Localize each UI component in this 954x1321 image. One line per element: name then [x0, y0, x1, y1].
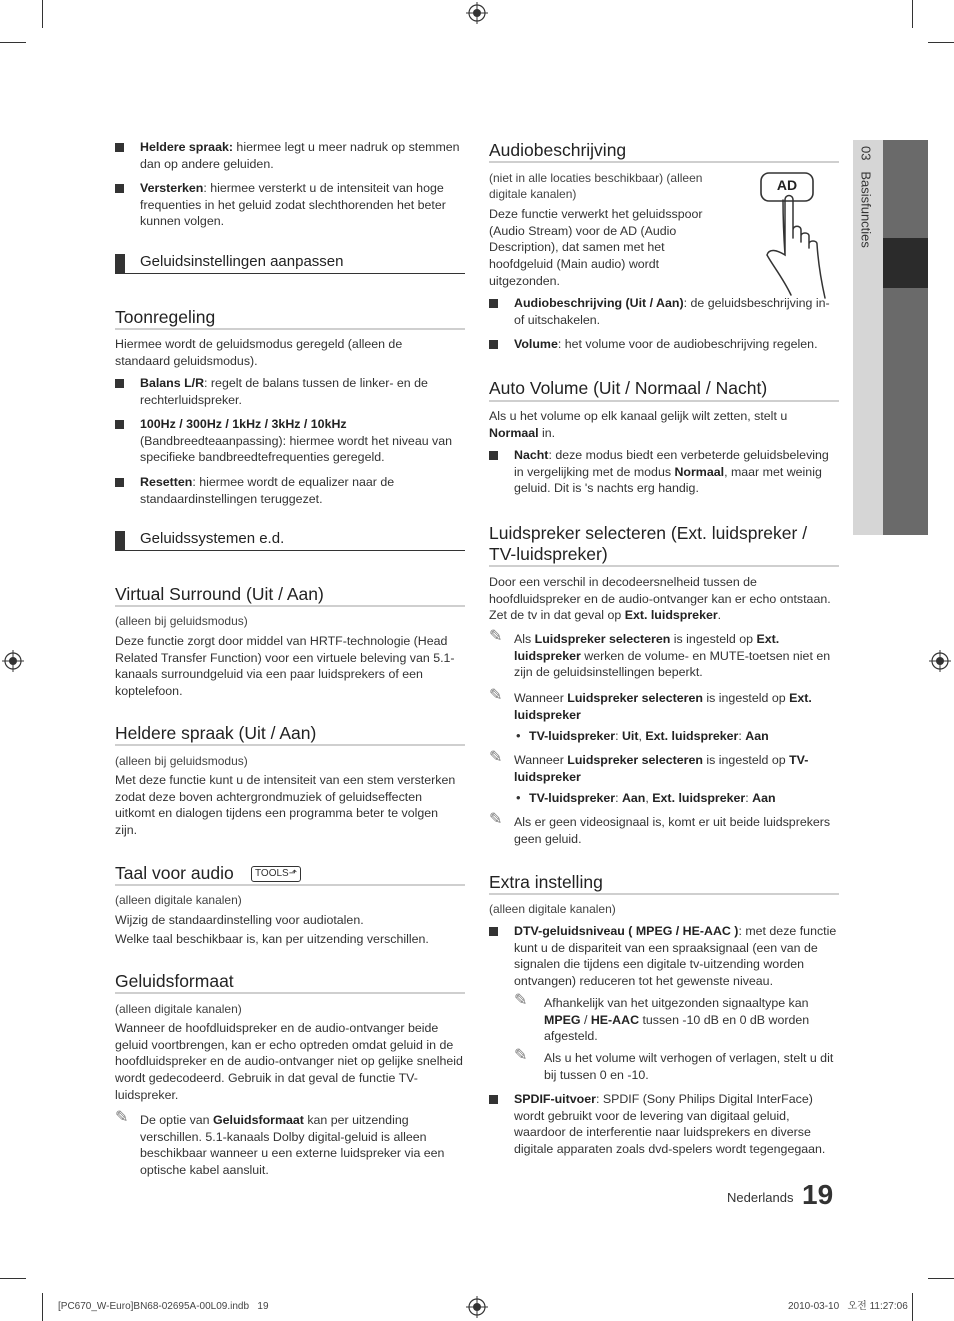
note-ls-1: Als Luidspreker selecteren is ingesteld op Ext. luidspreker werken de volume- en MUTE-toetsen niet en zijn de geluidsinstellingen beperkt. — [514, 632, 831, 680]
sub-bullet: • — [516, 728, 521, 743]
side-tab-marker — [883, 238, 928, 288]
paragraph: Welke taal beschikbaar is, kan per uitzending verschillen. — [115, 932, 429, 946]
crop-mark — [42, 1293, 43, 1321]
bullet-hz: 100Hz / 300Hz / 1kHz / 3kHz / 10kHz (Bandbreedteaanpassing): hiermee wordt het niveau van specifieke bandbreedtefrequenties geregeld. — [140, 417, 453, 465]
note: (alleen digitale kanalen) — [115, 893, 242, 907]
section-title-luidspreker-selecteren: Luidspreker selecteren (Ext. luidspreker / — [489, 523, 808, 543]
section-title-geluidsformaat: Geluidsformaat — [115, 971, 234, 991]
section-title-toonregeling: Toonregeling — [115, 307, 216, 327]
section-rule — [489, 565, 839, 567]
section-title-extra-instelling: Extra instelling — [489, 872, 603, 892]
pencil-note-icon: ✎ — [489, 687, 503, 704]
section-rule — [489, 400, 839, 402]
pencil-note-icon: ✎ — [514, 992, 528, 1009]
subsection-title: Geluidsinstellingen aanpassen — [140, 253, 344, 270]
note-ex-2: Als u het volume wilt verhogen of verlagen, stelt u dit bij tussen 0 en -10. — [544, 1051, 834, 1082]
footer-timestamp: 2010-03-10 오전 11:27:06 — [788, 1301, 908, 1312]
section-title-heldere-spraak: Heldere spraak (Uit / Aan) — [115, 723, 317, 743]
section-title-virtual-surround: Virtual Surround (Uit / Aan) — [115, 584, 324, 604]
sub-bullet-text: TV-luidspreker: Aan, Ext. luidspreker: Aan — [529, 791, 776, 805]
bullet-resetten: Resetten: hiermee wordt de equalizer naar de standaardinstellingen teruggezet. — [140, 475, 395, 506]
section-rule — [115, 605, 465, 607]
section-rule — [489, 161, 839, 163]
section-rule — [115, 992, 465, 994]
page-number: 19 — [802, 1179, 834, 1210]
sub-bullet: • — [516, 790, 521, 805]
paragraph: Als u het volume op elk kanaal gelijk wilt zetten, stelt u Normaal in. — [489, 409, 788, 440]
bullet — [489, 927, 498, 936]
note-ls-3: Wanneer Luidspreker selecteren is ingesteld op TV-luidspreker — [514, 753, 809, 784]
registration-mark-icon — [466, 2, 488, 24]
bullet-versterken: Versterken: hiermee versterkt u de intensiteit van hoge frequenties in het geluid zodat slechthorenden het beter kunnen volgen. — [140, 181, 446, 229]
paragraph: Deze functie zorgt door middel van HRTF-technologie (Head Related Transfer Function) voor een virtuele beleving van 5.1-kanaals surroundgeluid via een paar luidsprekers of een koptelefoon. — [115, 634, 455, 699]
bullet-balans: Balans L/R: regelt de balans tussen de linker- en de rechterluidspreker. — [140, 376, 428, 407]
paragraph: Door een verschil in decodeersnelheid tussen de hoofdluidspreker en de audio-ontvanger kan er echo ontstaan. Zet de tv in dat geval op Ext. luidspreker. — [489, 575, 831, 623]
bullet — [115, 478, 124, 487]
paragraph: Wijzig de standaardinstelling voor audiotalen. — [115, 913, 364, 927]
bullet-volume: Volume: het volume voor de audiobeschrijving regelen. — [514, 337, 818, 351]
section-rule — [115, 328, 465, 330]
subsection-title: Geluidssystemen e.d. — [140, 530, 285, 547]
registration-mark-icon — [2, 650, 24, 672]
bullet — [489, 451, 498, 460]
pencil-note-icon: ✎ — [115, 1109, 129, 1126]
bullet — [115, 143, 124, 152]
ad-button-label: AD — [776, 177, 798, 193]
footer-language: Nederlands — [727, 1190, 794, 1205]
bullet-heldere-spraak: Heldere spraak: hiermee legt u meer nadruk op stemmen dan op andere geluiden. — [140, 140, 460, 171]
crop-mark — [928, 42, 954, 43]
section-title-luidspreker-selecteren-2: TV-luidspreker) — [489, 544, 608, 564]
paragraph: Hiermee wordt de geluidsmodus geregeld (alleen de standaard geluidsmodus). — [115, 337, 403, 368]
subsection-rule — [115, 273, 465, 274]
sub-bullet-text: TV-luidspreker: Uit, Ext. luidspreker: Aan — [529, 729, 769, 743]
paragraph: Met deze functie kunt u de intensiteit van een stem versterken zodat deze boven achtergrondmuziek of geluidseffecten uitkomt en dialogen tijdens een programma beter te volgen zijn. — [115, 773, 456, 838]
section-rule — [115, 744, 465, 746]
pencil-note-icon: ✎ — [489, 628, 503, 645]
subsection-rule — [115, 550, 465, 551]
side-tab-label: 03 Basisfuncties — [858, 146, 874, 248]
footer-file: [PC670_W-Euro]BN68-02695A-00L09.indb 19 — [58, 1301, 269, 1312]
section-title-taal-voor-audio: Taal voor audio — [115, 863, 234, 883]
section-rule — [489, 893, 839, 895]
bullet-audiobeschrijving: Audiobeschrijving (Uit / Aan): de geluidsbeschrijving in- of uitschakelen. — [514, 296, 830, 327]
note-geluidsformaat: De optie van Geluidsformaat kan per uitzending verschillen. 5.1-kanaals Dolby digital-geluid is alleen beschikbaar wanneer u een externe luidspreker via een optische kabel aansluit. — [140, 1113, 445, 1178]
paragraph: Wanneer de hoofdluidspreker en de audio-ontvanger beide geluid voortbrengen, kan er echo optreden omdat geluid in de hoofdluidspreker en de audio-ontvanger niet op gelijke snelheid wordt gedecodeerd. Gebruik in dat geval de functie TV-luidspreker. — [115, 1021, 463, 1102]
section-rule — [115, 884, 465, 886]
crop-mark — [912, 0, 913, 28]
crop-mark — [0, 42, 26, 43]
bullet — [489, 340, 498, 349]
subsection-marker — [115, 254, 125, 274]
paragraph: Deze functie verwerkt het geluidsspoor (Audio Stream) voor de AD (Audio Description), dat samen met het hoofdgeluid (Main audio) wordt uitgezonden. — [489, 207, 703, 288]
crop-mark — [912, 1293, 913, 1321]
bullet — [115, 184, 124, 193]
note-ls-2: Wanneer Luidspreker selecteren is ingesteld op Ext. luidspreker — [514, 691, 812, 722]
side-tab-dark — [883, 140, 928, 535]
subsection-marker — [115, 531, 125, 551]
registration-mark-icon — [466, 1296, 488, 1318]
note: (alleen bij geluidsmodus) — [115, 754, 248, 768]
pencil-note-icon: ✎ — [489, 811, 503, 828]
section-title-auto-volume: Auto Volume (Uit / Normaal / Nacht) — [489, 378, 768, 398]
tools-badge: TOOLS⬏ — [251, 866, 301, 882]
note-ls-4: Als er geen videosignaal is, komt er uit beide luidsprekers geen geluid. — [514, 815, 831, 846]
bullet — [115, 420, 124, 429]
bullet-nacht: Nacht: deze modus biedt een verbeterde geluidsbeleving in vergelijking met de modus Normaal, maar met weinig geluid. Dit is 's nachts erg handig. — [514, 448, 829, 496]
note-ex-1: Afhankelijk van het uitgezonden signaaltype kan MPEG / HE-AAC tussen -10 dB en 0 dB worden afgesteld. — [544, 996, 810, 1044]
registration-mark-icon — [929, 650, 951, 672]
tools-icon: ⬏ — [288, 868, 298, 879]
pencil-note-icon: ✎ — [514, 1047, 528, 1064]
crop-mark — [42, 0, 43, 28]
section-title-audiobeschrijving: Audiobeschrijving — [489, 140, 627, 160]
note: (niet in alle locaties beschikbaar) (alleen digitale kanalen) — [489, 171, 703, 202]
bullet — [489, 1095, 498, 1104]
bullet — [489, 299, 498, 308]
pencil-note-icon: ✎ — [489, 749, 503, 766]
note: (alleen digitale kanalen) — [489, 902, 616, 916]
note: (alleen bij geluidsmodus) — [115, 614, 248, 628]
note: (alleen digitale kanalen) — [115, 1002, 242, 1016]
bullet — [115, 379, 124, 388]
crop-mark — [928, 1278, 954, 1279]
crop-mark — [0, 1278, 26, 1279]
bullet-spdif-uitvoer: SPDIF-uitvoer: SPDIF (Sony Philips Digital InterFace) wordt gebruikt voor de levering van digitaal geluid, waardoor de interferentie naar luidsprekers en diverse digitale apparaten zoals dvd-spelers wordt tegengegaan. — [514, 1092, 826, 1157]
bullet-dtv-geluidsniveau: DTV-geluidsniveau ( MPEG / HE-AAC ): met deze functie kunt u de dispariteit van een spraaksignaal (een van de signalen die tijdens een digitale tv-uitzending worden ontvangen) reduceren tot het gewenste niveau. — [514, 924, 837, 989]
